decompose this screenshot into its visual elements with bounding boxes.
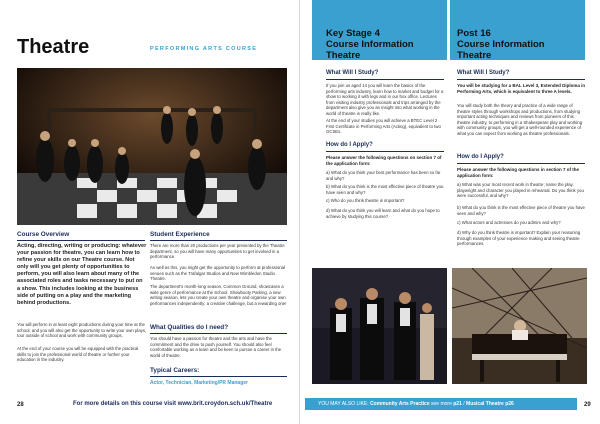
see-also-link-musical-theatre[interactable]: Musical Theatre p26	[466, 401, 514, 407]
ks4-title-line3: Theatre	[326, 50, 361, 61]
ks4-title-line1: Key Stage 4	[326, 28, 380, 39]
page-title: Theatre	[17, 36, 90, 58]
overview-paragraph: At the end of your course you will be equipped with the practical skills to join the professional world of theatre or further your education in the industry.	[17, 346, 139, 363]
right-page	[300, 0, 600, 424]
divider	[457, 163, 585, 164]
post16-question-a: a) What was your most recent work in theatre; name the play, playwright and character you played in rehearsal. Do you think you were successful, and why?	[457, 182, 584, 199]
ks4-question-a: a) What do you think your best performance has been so far and why?	[326, 170, 441, 181]
overview-paragraph: You will perform in at least eight productions during your time at the school, and you will also get the opportunity to write your own plays, tour outside of school and work with community groups.	[17, 322, 147, 339]
post16-apply-note: Please answer the following questions in section 7 of the application form:	[457, 167, 580, 178]
ks4-apply-note: Please answer the following questions on section 7 of the application form:	[326, 155, 442, 166]
post16-study-paragraph: You will be studying for a BAL Level 3, Extended Diploma in Performing Arts, which is equivalent to three A levels.	[457, 83, 586, 94]
course-overview-heading: Course Overview	[17, 231, 70, 238]
ks4-question-d: d) What do you think you will learn and what do you hope to achieve by studying this course?	[326, 208, 440, 219]
more-details-link[interactable]: For more details on this course visit www.brit.croydon.sch.uk/Theatre	[73, 401, 273, 407]
piano-scene-photo	[452, 268, 587, 384]
divider	[150, 376, 287, 377]
post16-question-b: b) What do you think is the most effective piece of theatre you have seen and why?	[457, 205, 585, 216]
see-also-mid: see more	[431, 401, 454, 407]
ks4-study-paragraph: If you join us aged 14 you will learn the basics of the performing arts industry, learn how to market and budget for a show to working it with legs and in our box office. Lectures from visiting industry professionals and trips arranged by the department also give you an insight into what working in the world of theatre is really like.	[326, 83, 444, 116]
post16-title-line2: Course Information	[457, 39, 545, 50]
post16-question-d: d) Why do you think theatre is important? Explain your reasoning through examples of your experience making and seeing theatre performances.	[457, 230, 581, 247]
experience-paragraph: As well as this, you might get the opportunity to perform at professional venues such as the Trafalgar Studios and New Wimbledon Studio Theatre.	[150, 265, 285, 282]
post16-study-paragraph: You will study both the theory and practice of a wide range of theatre styles through workshops and productions, from studying important acting techniques and reviews from pioneers of this theatre industry, to performing in a Shakespeare play and working with community groups, you will get a well-rounded experience of what you can expect from working as theatre professionals.	[457, 103, 583, 136]
post16-title-line3: Theatre	[457, 50, 492, 61]
see-also-link-community-arts[interactable]: Community Arts Practice	[370, 401, 430, 407]
ks4-question-b: b) What do you think is the most effective piece of theatre you have seen and why?	[326, 184, 444, 195]
divider	[150, 240, 287, 241]
post16-question-c: c) What actors and actresses do you admire and why?	[457, 220, 561, 225]
careers-list: Actor, Technician, Marketing/PR Manager	[150, 380, 248, 386]
experience-paragraph: The department's month-long season, Common Ground, showcases a wide genre of performance at the School. Showbooty Parking, a new writing season, lets you create your own theatre and organise your own performances independently: a creative challenge, but a rewarding one!	[150, 284, 287, 306]
see-also-label: YOU MAY ALSO LIKE:	[318, 401, 369, 407]
page-number-left: 28	[17, 402, 24, 408]
stage-production-photo	[17, 68, 287, 225]
ks4-study-heading: What Will I Study?	[326, 70, 379, 76]
see-also-sep: /	[463, 401, 467, 407]
divider	[326, 79, 444, 80]
see-also-text	[318, 401, 514, 407]
page-number-right: 29	[584, 402, 591, 408]
ks4-question-c: c) Who do you think theatre is important?	[326, 198, 405, 203]
divider	[326, 151, 444, 152]
careers-heading: Typical Careers:	[150, 367, 200, 374]
performers-on-stage-photo	[312, 268, 447, 384]
qualities-paragraph: You should have a passion for theatre and the arts and have the commitment and the drive to push yourself. You should also feel comfortable working as a team and be keen to pursue a career in the world of theatre.	[150, 336, 282, 358]
divider	[457, 79, 585, 80]
qualities-heading: What Qualities do I need?	[150, 324, 229, 331]
ks4-apply-heading: How do I Apply?	[326, 142, 373, 148]
section-tag: PERFORMING ARTS COURSE	[150, 46, 258, 52]
post16-study-heading: What Will I Study?	[457, 70, 510, 76]
see-also-page[interactable]: p21	[453, 401, 462, 407]
divider	[150, 333, 287, 334]
divider	[17, 240, 145, 241]
student-experience-heading: Student Experience	[150, 231, 210, 238]
overview-lead-text: Acting, directing, writing or producing: whatever your passion for theatre, you can learn how to refine your skills on our Theatre course. Not only will you get plenty of opportunities to perform, you will also learn about many of the associated roles and tasks necessary to put on a show. This includes looking at the business side of putting on a play and the marketing behind productions.	[17, 243, 147, 306]
experience-paragraph: There are more than 20 productions per year presented by the Theatre department, so you will have many opportunities to get involved in a performance.	[150, 243, 285, 260]
post16-title-line1: Post 16	[457, 28, 491, 39]
post16-apply-heading: How do I Apply?	[457, 154, 504, 160]
ks4-study-paragraph: At the end of your studies you will achieve a BTEC Level 2 First Certificate in Performing Arts (Acting), equivalent to two GCSEs.	[326, 118, 441, 135]
ks4-title-line2: Course Information	[326, 39, 414, 50]
